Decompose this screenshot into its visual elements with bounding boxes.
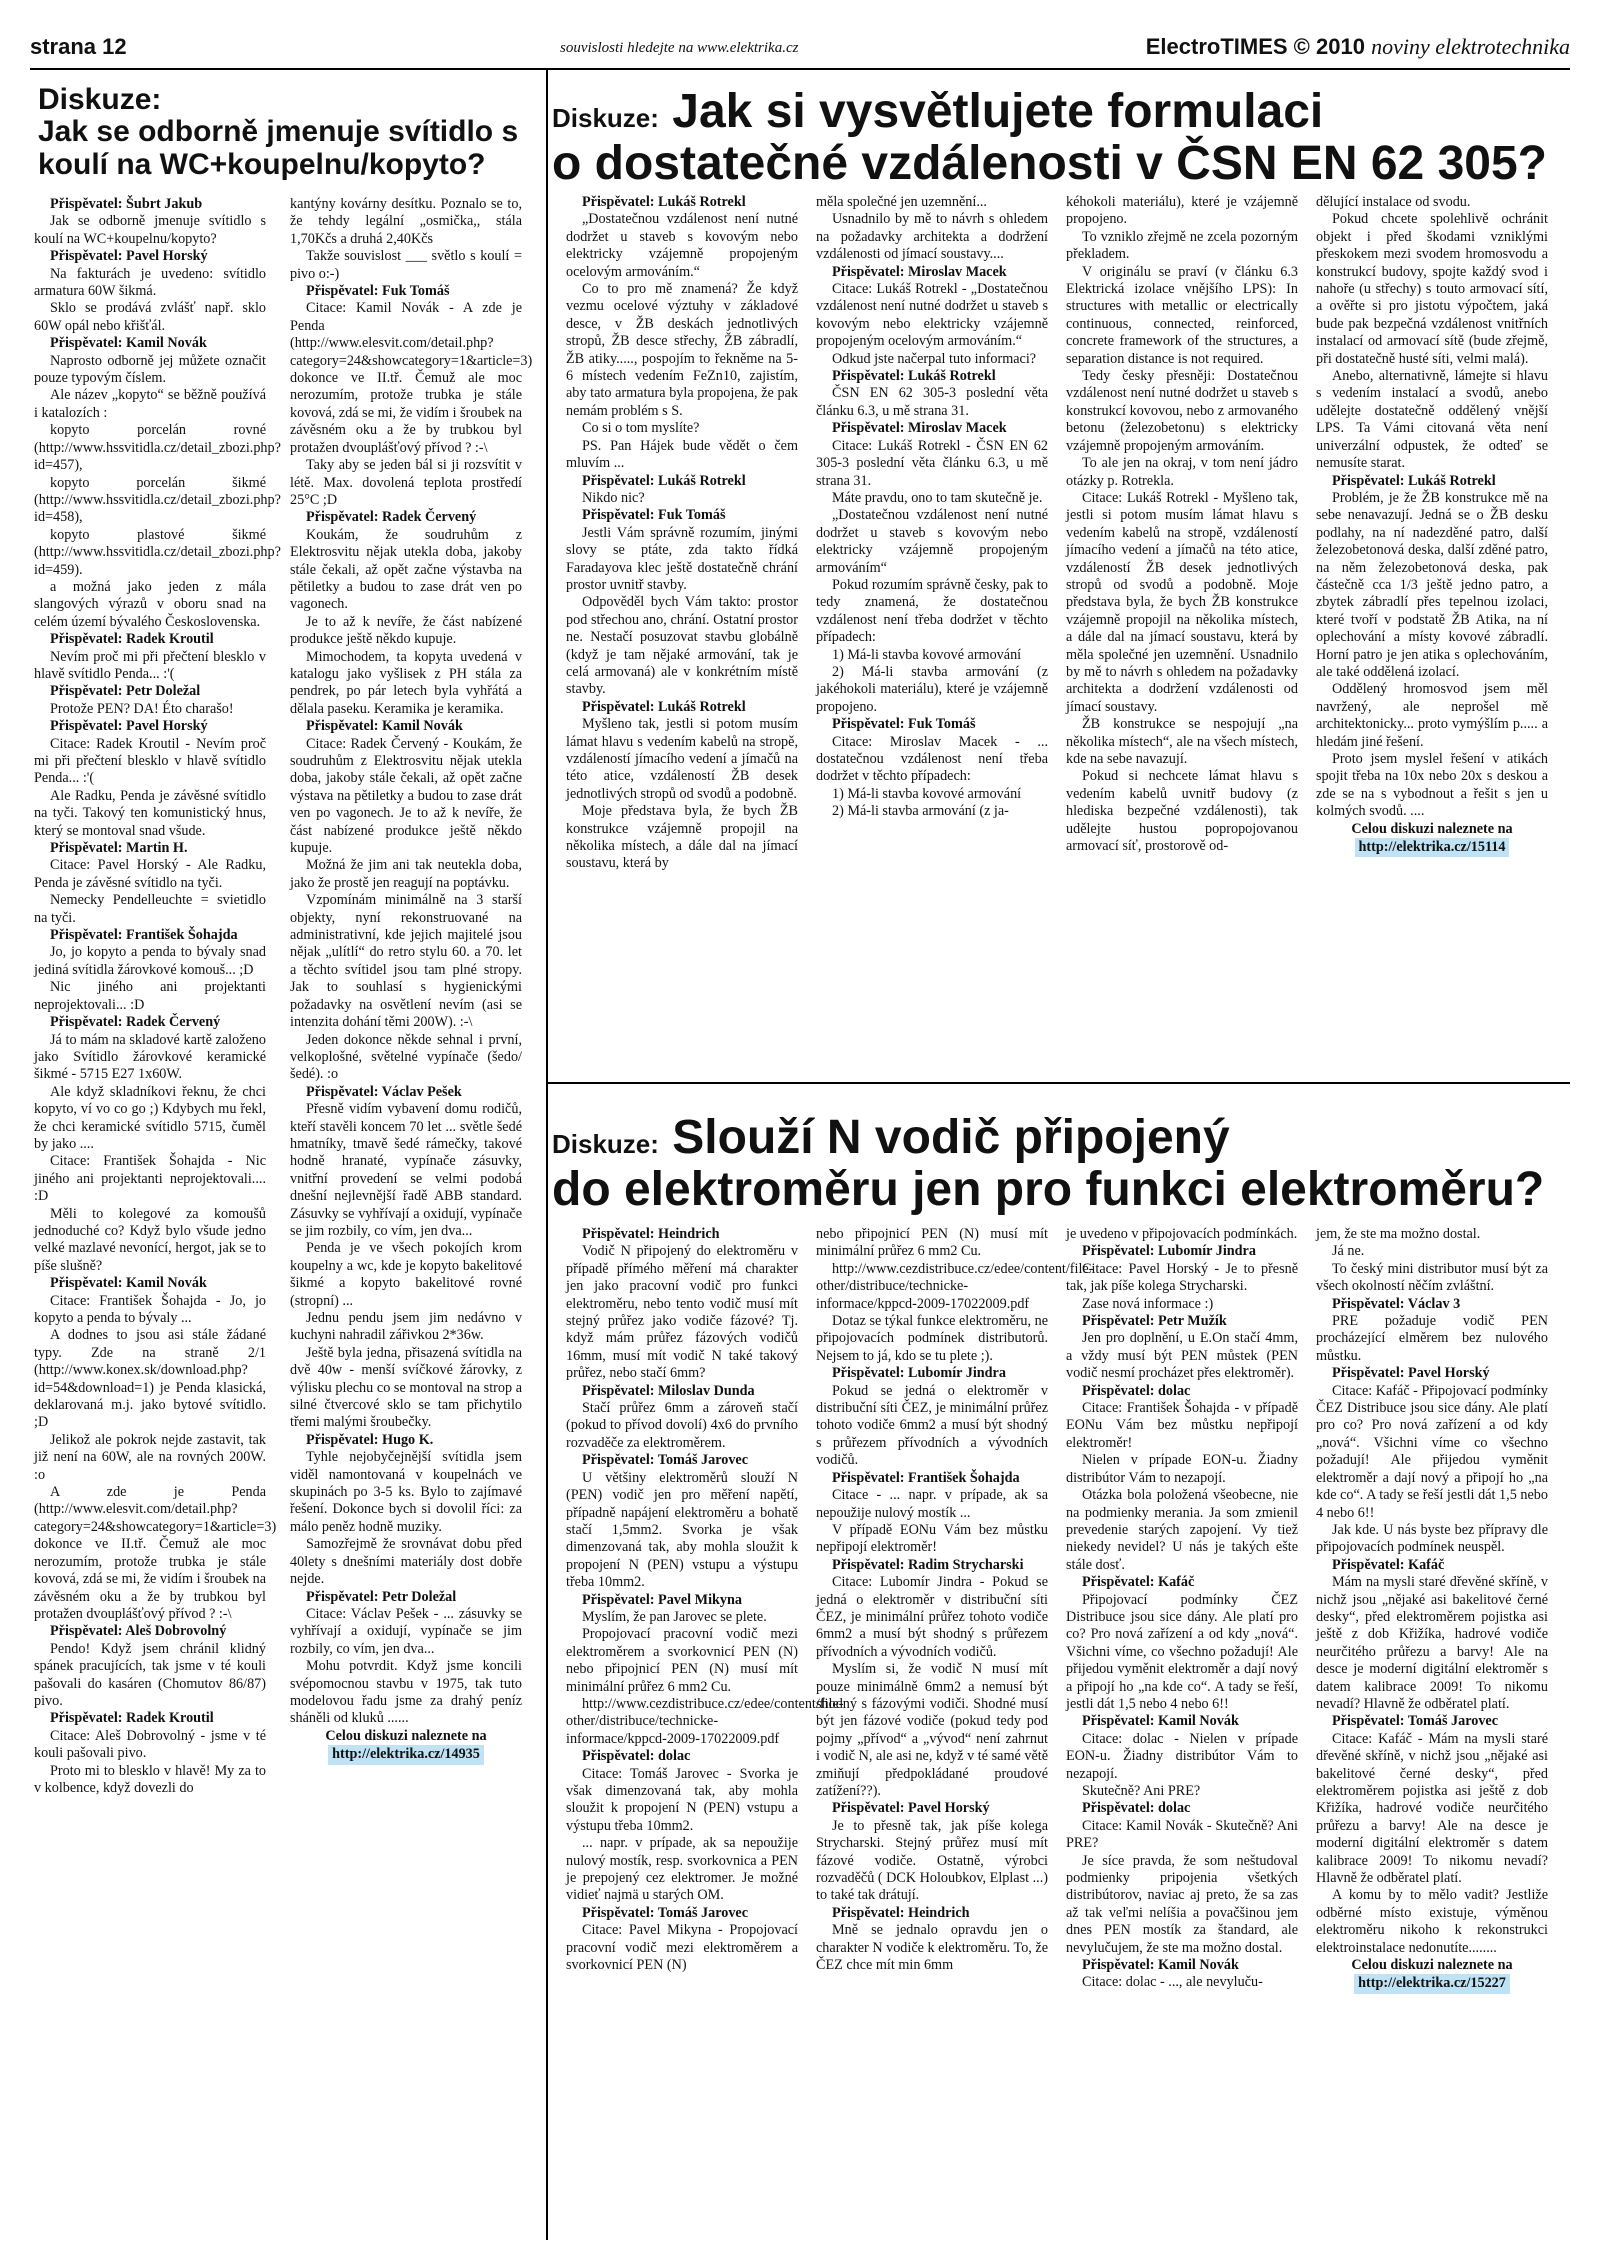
paragraph: Anebo, alternativně, lámejte si hlavu s vedením instalací a svodů, anebo udělejte dostatečně oddělený vnější LPS. Ta Vámi citovaná věta není univerzální odpustek, že odteď se nemusíte starat. (1316, 368, 1548, 472)
paragraph: Ještě byla jedna, přisazená svítidla na dvě 40w - menší svíčkové žárovky, z výlisku plechu co se montoval na strop a silné čtvercové sklo se tam přichytilo třemi malými šroubečky. (290, 1344, 522, 1431)
contributor-line: Přispěvatel: Pavel Horský (50, 718, 208, 735)
paragraph: Citace: Kamil Novák - Skutečně? Ani PRE? (1066, 1817, 1298, 1852)
paragraph: 2) Má-li stavba armování (z jakéhokoli materiálu), které je vzájemně propojeno. (816, 663, 1048, 715)
paragraph: Citace: Václav Pešek - ... zásuvky se vyhřívají a oxidují, vypínače se jim rozbily, co vím, jen dva... (290, 1605, 522, 1657)
discussion-note: Celou diskuzi naleznete na (1351, 820, 1513, 837)
paragraph: PS. Pan Hájek bude vědět o čem mluvím ... (566, 437, 798, 472)
article-2-headline-1: Jak si vysvětlujete formulaci (672, 85, 1324, 138)
paragraph: Mně se jednalo opravdu jen o charakter N vodiče k elektroměru. To, že ČEZ chce mít min 6mm (816, 1922, 1048, 1974)
article-3-label: Diskuze: (552, 1129, 659, 1159)
paragraph: Jen pro doplnění, u E.On stačí 4mm, a vždy musí být PEN můstek (PEN vodič nesmí procházet přes elektroměr). (1066, 1330, 1298, 1382)
contributor-line: Přispěvatel: Fuk Tomáš (832, 716, 976, 733)
contributor-line: Přispěvatel: Václav Pešek (306, 1083, 462, 1100)
contributor-line: Přispěvatel: Lukáš Rotrekl (582, 698, 746, 715)
contributor-line: Přispěvatel: Lukáš Rotrekl (582, 194, 746, 210)
paragraph: Citace: Pavel Horský - Je to přesně tak, jak píše kolega Strycharski. (1066, 1260, 1298, 1295)
article-3-col-1 (566, 1226, 844, 1974)
paragraph: Citace: František Šohajda - Jo, jo kopyto a penda to bývaly ... (34, 1292, 266, 1326)
paragraph: Skutečně? Ani PRE? (1082, 1783, 1201, 1799)
paragraph: Jak kde. U nás byste bez přípravy dle připojovacích podmínek neuspěl. (1316, 1521, 1548, 1556)
contributor-line: Přispěvatel: Petr Mužík (1082, 1313, 1227, 1330)
masthead (1146, 34, 1570, 60)
paragraph: Citace: Radek Kroutil - Nevím proč mi při přečtení blesklo v hlavě svítidlo Penda... :'( (34, 735, 266, 787)
paragraph: PRE požaduje vodič PEN procházející elměrem bez nulového můstku. (1316, 1313, 1548, 1364)
article-1-headline: Jak se odborně jmenuje svítidlo s koulí na WC+koupelnu/kopyto? (38, 115, 519, 181)
paragraph: Jestli Vám správně rozumím, jinými slovy se ptáte, zda takto řídká Faradayova klec ještě dostatečně chrání prostor uvnitř stavby. (566, 524, 798, 593)
paragraph: Ale název „kopyto“ se běžně používá i katalozích : (34, 387, 266, 421)
contributor-line: Přispěvatel: Radek Červený (50, 1014, 221, 1031)
paragraph: To vzniklo zřejmě ne zcela pozorným překladem. (1066, 228, 1298, 263)
paragraph: kopyto plastové šikmé (http://www.hssvitidla.cz/detail_zbozi.php?id=459). (34, 526, 281, 578)
paragraph: Odpověděl bych Vám takto: prostor pod střechou ano, chrání. Ostatní prostor ne. Nestačí posuzovat stavbu globálně (když je tam nějaké armování, tak je celá armovaná) ale v konkrétním místě stavby. (566, 594, 798, 698)
paragraph: Citace - ... napr. v prípade, ak sa nepoužije nulový mostík ... (816, 1487, 1048, 1521)
article-3-headline-2: do elektroměru jen pro funkci elektroměru? (552, 1162, 1545, 1216)
paragraph: Moje představa byla, že bych ŽB konstrukce vzájemně propojil na několika místech, a dále dal na jímací soustavu, která by (566, 803, 798, 872)
contributor-line: Přispěvatel: Radek Kroutil (50, 1710, 214, 1727)
article-2-title (552, 86, 1582, 190)
paragraph: Já to mám na skladové kartě založeno jako Svítidlo žárovkové keramické šikmé - 5715 E27 1x60W. (34, 1031, 266, 1083)
contributor-line: Přispěvatel: dolac (1082, 1800, 1191, 1817)
discussion-link-line (290, 1745, 522, 1764)
paragraph: Vzpomínám minimálně na 3 starší objekty, nyní rekonstruované na administrativní, kde jejich majitelé jsou nějak „ulítlí“ do retro stylu 60. a 70. let a těchto svítidel jsou tam plné stropy. Jak to souhlasí s hygienickými požadavky na osvětlení nevím (asi se intenzita dohání těmi 200W). :-\ (290, 892, 522, 1031)
contributor-line: Přispěvatel: Lubomír Jindra (832, 1365, 1006, 1382)
contributor-line: Přispěvatel: Lukáš Rotrekl (832, 368, 996, 385)
paragraph: Naprosto odborně jej můžete označit pouze typovým číslem. (34, 352, 266, 387)
paragraph: Co to pro mě znamená? Že když vezmu ocelové výztuhy v základové desce, v ŽB deskách jednotlivých stropů, ŽB desce střechy, ŽB zábradlí, ŽB atiky....., pospojím to řekněme na 5-6 místech vedením FeZn10, zajistím, aby tato armatura byla propojena, že pak nemám problém s S. (566, 281, 798, 419)
paragraph: ... napr. v prípade, ak sa nepoužije nulový mostík, resp. svorkovnica a PEN je prepojený cez elektromer. Je možné vidieť najmä u starých OM. (566, 1835, 798, 1904)
contributor-line: Přispěvatel: Kamil Novák (50, 1275, 207, 1292)
article-3-headline-1: Slouží N vodič připojený (672, 1111, 1230, 1164)
paragraph: Jak se odborně jmenuje svítidlo s koulí na WC+koupelnu/kopyto? (34, 213, 266, 247)
paragraph: Jednu pendu jsem jim nedávno v kuchyni nahradil zářivkou 2*36w. (290, 1310, 522, 1344)
paragraph: Přesně vidím vybavení domu rodičů, kteří stavěli koncem 70 let ... světle šedé hmatníky, tmavě šedé rámečky, takové hodně hranaté, vypínače zásuvky, vnitřní provedení se velmi podobá dnešní nejlevnější řadě ABB standard. Zásuvky se vyhřívají a oxidují, vypínače se jim rozbily, co vím, jen dva... (290, 1101, 522, 1239)
paragraph: Propojovací pracovní vodič mezi elektroměrem a svorkovnicí PEN (N) nebo připojnicí PEN (N) musí mít minimální průřez 6 mm2 Cu. (566, 1626, 798, 1695)
paragraph: kéhokoli materiálu), které je vzájemně propojeno. (1066, 194, 1298, 228)
paragraph: Myšleno tak, jestli si potom musím lámat hlavu s vedením kabelů na stropě, vzdáleností jímacího vedení a jímačů na této atice, vzdáleností ŽB desek jednotlivých stropů od svodů a podobně. (566, 716, 798, 802)
paragraph: kantýny kovárny desítku. Poznalo se to, že tehdy legální „osmička,, stála 1,70Kčs a druhá 2,40Kčs (290, 196, 522, 247)
paragraph: Pokud se jedná o elektroměr v distribuční síti ČEZ, je minimální průřez tohoto vodiče 6mm2 a musí být shodný s průřezem přívodních a vývodních vodičů. (816, 1382, 1048, 1469)
paragraph: Máte pravdu, ono to tam skutečně je. (832, 489, 1043, 506)
contributor-line: Přispěvatel: Radek Červený (306, 509, 477, 526)
paragraph: Nic jiného ani projektanti neprojektovali... :D (34, 979, 266, 1013)
paragraph: Připojovací podmínky ČEZ Distribuce jsou sice dány. Ale platí pro co? Pro nová zařízení a od kdy „nová“. Všichni víme, co všechno požadují! Ale přijedou vyměnit elektroměr a dají nový a připojí ho „na kde co“. A tady se řeší, jestli dát 1,5 nebo 4 nebo 6!! (1066, 1591, 1298, 1712)
discussion-link[interactable]: http://elektrika.cz/15114 (1355, 838, 1510, 857)
paragraph: Citace: dolac - Nielen v prípade EON-u. Žiadny distribútor Vám to nezapojí. (1066, 1730, 1298, 1782)
paragraph: V případě EONu Vám bez můstku nepřipojí elektroměr! (816, 1521, 1048, 1556)
paragraph: Mohu potvrdit. Když jsme koncili svépomocnou stavbu v 1975, tak tuto modelovou řadu jsme za drahý peníz sháněli od kluků ...... (290, 1658, 522, 1727)
contributor-line: Přispěvatel: Kamil Novák (50, 335, 207, 352)
paragraph: To ale jen na okraj, v tom není jádro otázky p. Rotrekla. (1066, 455, 1298, 489)
paragraph: Citace: Lukáš Rotrekl - Myšleno tak, jestli si potom musím lámat hlavu s vedením kabelů na stropě, vzdáleností jímacího vedení a jímačů na této atice, vzdáleností ŽB desek jednotlivých stropů od svodů a podobně. Moje představa byla, že bych ŽB konstrukce vzájemně propojil na několika místech, a dále dal na jímací soustavu, která by měla společné jen uzemnění. Usnadnilo by mě to návrh s ohledem na požadavky architekta a dodržení vzdálenosti od jímací soustavy. (1066, 489, 1298, 715)
paragraph: kopyto porcelán rovné (http://www.hssvitidla.cz/detail_zbozi.php?id=457), (34, 422, 281, 474)
paragraph: Tyhle nejobyčejnější svítidla jsem viděl namontovaná v koupelnách ve skupinách po 3-5 ks. Bylo to zajímavé řešení. Dokonce bych si dovolil říci: za málo peněz hodně muziky. (290, 1449, 522, 1535)
paragraph: Citace: Pavel Horský - Ale Radku, Penda je závěsné svítidlo na tyči. (34, 857, 266, 891)
paragraph: Penda je ve všech pokojích krom koupelny a wc, kde je kopyto bakelitové šikmé a kopyto bakelitové rovné (stropní) ... (290, 1240, 522, 1309)
paragraph: Citace: Tomáš Jarovec - Svorka je však dimenzovaná tak, aby mohla sloužit k propojení N (PEN) vstupu a výstupu třeba 10mm2. (566, 1765, 798, 1834)
article-3-col-3 (1066, 1226, 1298, 1992)
paragraph: Možná že jim ani tak neutekla doba, jako že prostě jen reagují na poptávku. (290, 857, 522, 891)
contributor-line: Přispěvatel: Pavel Horský (50, 248, 208, 265)
article-1-title (38, 84, 538, 181)
paragraph: 1) Má-li stavba kovové armování (832, 785, 1022, 802)
contributor-line: Přispěvatel: Kafáč (1332, 1556, 1445, 1573)
contributor-line: Přispěvatel: dolac (1082, 1382, 1191, 1399)
paragraph: Myslím si, že vodič N musí mít pouze minimálně 6mm2 a nemusí být shodný s fázovými vodiči. Shodné musí být jen fázové vodiče (pokud tedy pod pojmy „přívod“ a „vývod“ není zahrnut i vodič N, ale asi ne, když v té samé větě zmiňují předpokládané proudové zatížení??). (816, 1661, 1048, 1799)
paragraph: Citace: Pavel Mikyna - Propojovací pracovní vodič mezi elektroměrem a svorkovnicí PEN (N) (566, 1922, 798, 1974)
contributor-line: Přispěvatel: Miroslav Macek (832, 263, 1007, 280)
paragraph: Pokud si nechcete lámat hlavu s vedením kabelů uvnitř budovy (z hlediska bezpečné vzdálenosti), tak udělejte hustou popropojovanou armovací síť, prostorově od- (1066, 768, 1298, 855)
paragraph: Myslím, že pan Jarovec se plete. (582, 1608, 767, 1625)
contributor-line: Přispěvatel: Hugo K. (306, 1431, 434, 1448)
paragraph: U většiny elektroměrů slouží N (PEN) vodič jen pro měření napětí, případně napájení elektroměru a bohatě stačí 1,5mm2. Svorka je však dimenzovaná tak, aby mohla sloužit k propojení N (PEN) vstupu a výstupu třeba 10mm2. (566, 1469, 798, 1591)
paragraph: měla společné jen uzemnění... (816, 194, 987, 210)
paragraph: A dodnes to jsou asi stále žádané typy. Zde na straně 2/1 (http://www.konex.sk/download.php?id=54&download=1) je Penda klasická, deklarovaná m.j. jako bytové svítidlo. ;D (34, 1327, 266, 1431)
article-2-col-4 (1316, 194, 1548, 857)
paragraph: Citace: Radek Červený - Koukám, že soudruhům z Elektrosvitu nějak utekla doba, jakoby stále čekali, až opět začne výstava na pětiletky a budou to zase drát ven po vagonech. Je to až k nevíře, že část nabízené produkce ještě někdo kupuje. (290, 735, 522, 857)
paragraph: Jo, jo kopyto a penda to bývaly snad jediná svítidla žárovkové komouš... ;D (34, 944, 266, 978)
paragraph: Citace: Kafáč - Připojovací podmínky ČEZ Distribuce jsou sice dány. Ale platí pro co? Pro nová zařízení a od kdy „nová“. Všichni víme co všechno požadují! Ale přijedou vyměnit elektroměr a dají nový a připojí ho „na kde co“. A tady se řeší jestli dát 1,5 nebo 4 nebo 6!! (1316, 1382, 1548, 1521)
contributor-line: Přispěvatel: Lubomír Jindra (1082, 1243, 1256, 1260)
contributor-line: Přispěvatel: dolac (582, 1748, 691, 1765)
contributor-line: Přispěvatel: Petr Doležal (50, 683, 201, 700)
paragraph: „Dostatečnou vzdálenost není nutné dodržet u staveb s kovovým nebo elektricky vzájemně propojeným ocelovým armováním.“ (566, 211, 798, 280)
paragraph: je uvedeno v připojovacích podmínkách. (1066, 1226, 1298, 1242)
paragraph: To český mini distributor musí být za všech okolností něčím zvláštní. (1316, 1260, 1548, 1295)
paragraph: Na fakturách je uvedeno: svítidlo armatura 60W šikmá. (34, 265, 266, 300)
discussion-note: Celou diskuzi naleznete na (325, 1727, 487, 1744)
paragraph: Sklo se prodává zvlášť např. sklo 60W opál nebo křišťál. (34, 300, 266, 334)
paragraph: Pokud rozumím správně česky, pak to tedy znamená, že dostatečnou vzdálenost není třeba dodržet v těchto případech: (816, 576, 1048, 646)
paragraph: http://www.cezdistribuce.cz/edee/content/file-other/distribuce/technicke-informace/kppcd-2009-17022009.pdf (566, 1695, 844, 1747)
paragraph: Koukám, že soudruhům z Elektrosvitu nějak utekla doba, jakoby stále čekali, až opět začne výstavba na pětiletky a budou to zase drát ven po vagonech. (290, 526, 522, 613)
paragraph: Taky aby se jeden bál si ji rozsvítit v létě. Max. dovolená teplota prostředí 25°C ;D (290, 457, 522, 508)
paragraph: Stačí průřez 6mm a zároveň stačí (pokud to přívod dovolí) 4x6 do prvního rozvaděče za elektroměrem. (566, 1400, 798, 1451)
paragraph: „Dostatečnou vzdálenost není nutné dodržet u staveb s kovovým nebo elektricky vzájemně propojeným armováním“ (816, 507, 1048, 576)
paragraph: Mám na mysli staré dřevěné skříně, v nichž jsou „nějaké asi bakelitové černé desky“, před elektroměrem pojistka asi ještě z dob Křižíka, hadrové vodiče neurčitého průřezu a barvy! Ale na desce je moderní digitální elektroměr s datem kalibrace 2009! To nikomu nevadí? Hlavně že odběratel platí. (1316, 1574, 1548, 1712)
paragraph: Nielen v prípade EON-u. Žiadny distribútor Vám to nezapojí. (1066, 1452, 1298, 1486)
paragraph: Ale Radku, Penda je závěsné svítidlo na tyči. Takový ten komunistický hnus, který se montoval snad všude. (34, 787, 266, 839)
paragraph: Já ne. (1332, 1243, 1365, 1260)
paragraph: Mimochodem, ta kopyta uvedená v katalogu jako vyšlisek z PH stála za pendrek, po pár letech byla vyhřátá a dělala paseku. Keramika je keramika. (290, 648, 522, 717)
paragraph: Oddělený hromosvod jsem měl navržený, ale neprošel mě architektonicky... proto vymýšlím p..... a hledám jiné řešení. (1316, 681, 1548, 750)
article-2-col-1 (566, 194, 798, 873)
paragraph: Zase nová informace :) (1082, 1295, 1214, 1312)
paragraph: Citace: Aleš Dobrovolný - jsme v té kouli pašovali pivo. (34, 1727, 266, 1762)
paragraph: A zde je Penda (http://www.elesvit.com/detail.php?category=24&showcategory=1&article=3) dokonce ve II.tř. Čemuž ale moc nerozumím, protože trubka je stále kovová, zdá se mi, že vidím i šroubek na závěsném oku a že by trubkou byl protažen dvouplášťový přívod ? :-\ (34, 1484, 277, 1622)
article-3-col-4 (1316, 1226, 1548, 1994)
discussion-link[interactable]: http://elektrika.cz/15227 (1354, 1974, 1510, 1993)
page-header (30, 32, 1570, 70)
paragraph: Proto mi to blesklo v hlavě! My za to v kolbence, když dovezli do (34, 1762, 266, 1796)
contributor-line: Přispěvatel: Tomáš Jarovec (582, 1904, 749, 1921)
discussion-note: Celou diskuzi naleznete na (1351, 1957, 1513, 1974)
paragraph: A komu by to mělo vadit? Jestliže odběrné místo existuje, výměnou elektroměru nikoho k rekonstrukci elektroinstalace nedonutíte........ (1316, 1887, 1548, 1956)
contributor-line: Přispěvatel: Fuk Tomáš (582, 507, 726, 524)
contributor-line: Přispěvatel: Heindrich (832, 1904, 970, 1921)
paragraph: 1) Má-li stavba kovové armování (832, 646, 1022, 663)
paragraph: Ale když skladníkovi řeknu, že chci kopyto, ví vo co go ;) Kdybych mu řekl, že chci keramické svítidlo 5715, čuměl by jako .... (34, 1083, 266, 1152)
paragraph: Protože PEN? DA! Éto charašo! (50, 700, 234, 717)
brand: ElectroTIMES © 2010 (1145, 34, 1365, 59)
contributor-line: Přispěvatel: Václav 3 (1332, 1295, 1461, 1312)
page-number: strana 12 (30, 34, 127, 59)
article-2-headline-2: o dostatečné vzdálenosti v ČSN EN 62 305? (552, 136, 1547, 190)
paragraph: Jeden dokonce někde sehnal i první, velkoplošné, světelné vypínače (šedo/šedé). :o (290, 1031, 522, 1083)
paragraph: Citace: Kafáč - Mám na mysli staré dřevěné skříně, v nichž jsou „nějaké asi bakelitové černé desky“, před elektroměrem pojistka asi ještě z dob Křižíka, hadrové vodiče neurčitého průřezu a barvy! Ale na desce je moderní digitální elektroměr s datem kalibrace 2009! To nikomu nevadí? Hlavně že odběratel platí. (1316, 1730, 1548, 1887)
article-3-title (552, 1112, 1582, 1216)
paragraph: Co si o tom myslíte? (582, 420, 700, 437)
paragraph: ČSN EN 62 305-3 poslední věta článku 6.3, u mě strana 31. (816, 385, 1048, 419)
article-1-col-2 (290, 196, 533, 1765)
contributor-line: Přispěvatel: Fuk Tomáš (306, 283, 450, 300)
article-3-col-2 (816, 1226, 1094, 1974)
paragraph: 2) Má-li stavba armování (z ja- (832, 803, 1009, 820)
paragraph: Odkud jste načerpal tuto informaci? (832, 350, 1037, 367)
header-note: souvislosti hledejte na www.elektrika.cz (560, 40, 799, 56)
paragraph: Tedy česky přesněji: Dostatečnou vzdálenost není nutné dodržet u staveb s konstrukcí kovovou, nebo z armovaného betonu (železobetonu) s elektricky vzájemně propojeným armováním. (1066, 368, 1298, 454)
paragraph: Problém, je že ŽB konstrukce mě na sebe nenavazují. Jedná se o ŽB desku podlahy, na ní nadezděné patro, další železobetonová deska, další zděné patro, na něm železobetonová deska, pak částečně cca 1/3 ještě jedno patro, a zbytek zábradlí přes tepelnou izolaci, které tvoří v podstatě ŽB Atika, na ní oplechování a místy kovové zábradlí. Horní patro je jen atika s oplechováním, ale také oddělená izolací. (1316, 489, 1548, 680)
paragraph: Je síce pravda, že som neštudoval podmienky pripojenia všetkých distribútorov, naviac aj preto, že sa zas až tak veľmi nelíšia a povačšinou jem dnes PEN mostík za štandard, ale nevylučujem, že ste ma možno dostal. (1066, 1852, 1298, 1956)
paragraph: Citace: František Šohajda - Nic jiného ani projektanti neprojektovali.... :D (34, 1153, 266, 1205)
paragraph: Citace: Lukáš Rotrekl - „Dostatečnou vzdálenost není nutné dodržet u staveb s kovovým nebo elektricky vzájemně propojeným ocelovým armováním.“ (816, 281, 1048, 350)
article-1-label: Diskuze: (38, 83, 162, 116)
contributor-line: Přispěvatel: Petr Doležal (306, 1588, 457, 1605)
paragraph: jem, že ste ma možno dostal. (1316, 1226, 1481, 1242)
paragraph: V originálu se praví (v článku 6.3 Elektrická izolace vnějšího LPS): In structures with metallic or electrically continuous, connected, reinforced, concrete framework of the structures, a separation distance is not required. (1066, 263, 1298, 367)
contributor-line: Přispěvatel: František Šohajda (50, 927, 238, 944)
discussion-link-line (1316, 1974, 1548, 1993)
paragraph: kopyto porcelán šikmé (http://www.hssvitidla.cz/detail_zbozi.php?id=458), (34, 474, 281, 526)
contributor-line: Přispěvatel: Pavel Horský (832, 1800, 990, 1817)
section-divider (548, 1082, 1570, 1084)
paragraph: Otázka bola položená všeobecne, nie na podmienky merania. Ja som zmienil prevedenie starých zapojení. Vy tiež niekedy nevidel? U nás je takých ešte stále dosť. (1066, 1487, 1298, 1573)
paragraph: Citace: Lukáš Rotrekl - ČSN EN 62 305-3 poslední věta článku 6.3, u mě strana 31. (816, 437, 1048, 489)
contributor-line: Přispěvatel: Pavel Mikyna (582, 1591, 742, 1608)
paragraph: Měli to kolegové za komoušů jednoduché co? Když bylo všude jedno velké mazlavé nevonící, hergot, jak se to píše slušně? (34, 1205, 266, 1274)
contributor-line: Přispěvatel: Kamil Novák (1082, 1957, 1239, 1974)
paragraph: Pendo! Když jsem chránil klidný spánek pracujících, tak jsme v té kouli pašovali do kasáren (Chomutov 86/87) pivo. (34, 1640, 266, 1709)
paragraph: Proto jsem myslel řešení v atikách spojit třeba na 10x nebo 20x s deskou a zde se na s vybodnout a řešit s jen u kolmých svodů. .... (1316, 751, 1548, 820)
contributor-line: Přispěvatel: František Šohajda (832, 1469, 1020, 1486)
paragraph: dělující instalace od svodu. (1316, 194, 1471, 210)
paragraph: Nikdo nic? (582, 489, 645, 506)
article-2-col-3 (1066, 194, 1298, 855)
paragraph: Vodič N připojený do elektroměru v případě přímého měření má charakter jen jako pracovní vodič pro funkci elektroměru, nebo tento vodič musí mít stejný průřez jako vodiče fázové? Tj. když mám průřez fázových vodičů 16mm, musí mít vodič N také takový průřez, nebo stačí 6mm? (566, 1243, 798, 1382)
contributor-line: Přispěvatel: Tomáš Jarovec (1332, 1713, 1499, 1730)
paragraph: Je to až k nevíře, že část nabízené produkce ještě někdo kupuje. (290, 613, 522, 648)
article-1-col-1 (34, 196, 281, 1797)
paragraph: Citace: Lubomír Jindra - Pokud se jedná o elektroměr v distribuční síti ČEZ, je minimální průřez tohoto vodiče 6mm2 a musí být shodný s průřezem přívodních a vývodních vodičů. (816, 1574, 1048, 1660)
contributor-line: Přispěvatel: Heindrich (582, 1226, 720, 1242)
contributor-line: Přispěvatel: Kafáč (1082, 1574, 1195, 1591)
paragraph: a možná jako jeden z mála slangových výrazů v oboru snad na celém území bývalého Československa. (34, 578, 266, 630)
contributor-line: Přispěvatel: Kamil Novák (306, 718, 463, 735)
paragraph: Samozřejmě že srovnávat dobu před 40lety s dnešními materiály dost dobře nejde. (290, 1536, 522, 1588)
paragraph: nebo připojnicí PEN (N) musí mít minimální průřez 6 mm2 Cu. (816, 1226, 1048, 1260)
contributor-line: Přispěvatel: Lukáš Rotrekl (1332, 472, 1496, 489)
contributor-line: Přispěvatel: Šubrt Jakub (50, 196, 203, 212)
paragraph: Nevím proč mi při přečtení blesklo v hlavě svítidlo Penda... :'( (34, 648, 266, 682)
discussion-link-line (1316, 838, 1548, 857)
discussion-link[interactable]: http://elektrika.cz/14935 (328, 1745, 484, 1764)
contributor-line: Přispěvatel: Aleš Dobrovolný (50, 1623, 227, 1640)
paragraph: Citace: dolac - ..., ale nevyluču- (1082, 1974, 1263, 1991)
paragraph: Takže souvislost ___ světlo s koulí = pivo o:-) (290, 248, 522, 282)
paragraph: http://www.cezdistribuce.cz/edee/content/file-other/distribuce/technicke-informace/kppcd-2009-17022009.pdf (816, 1260, 1094, 1312)
contributor-line: Přispěvatel: Radim Strycharski (832, 1556, 1024, 1573)
paragraph: ŽB konstrukce se nespojují „na několika místech“, ale na všech místech, kde na sebe navazují. (1066, 716, 1298, 767)
paragraph: Usnadnilo by mě to návrh s ohledem na požadavky architekta a dodržení vzdálenosti od jímací soustavy.... (816, 211, 1048, 263)
article-2-label: Diskuze: (552, 103, 659, 133)
tagline: noviny elektrotechnika (1371, 34, 1570, 59)
contributor-line: Přispěvatel: Martin H. (50, 840, 188, 857)
paragraph: Citace: Kamil Novák - A zde je Penda (http://www.elesvit.com/detail.php?category=24&showcategory=1&article=3) dokonce ve II.tř. Čemuž ale moc nerozumím, protože trubka je stále kovová, zdá se mi, že vidím i šroubek na závěsném oku a že by trubkou byl protažen dvouplášťový přívod ? :-\ (290, 300, 533, 456)
paragraph: Pokud chcete spolehlivě ochránit objekt i před škodami vzniklými přeskokem mezi svodem hromosvodu a konstrukcí budovy, spojte každý svod i nahoře (u střechy) s touto armovací sítí, a ověřte si pro jistotu výpočtem, jaká bude pak bezpečná vzdálenost vnitřních instalací od armovací sítě (bude zřejmě, při dostatečně husté síti, velmi malá). (1316, 211, 1548, 367)
paragraph: Citace: František Šohajda - v případě EONu Vám bez můstku nepřipojí elektroměr! (1066, 1400, 1298, 1451)
article-2-col-2 (816, 194, 1048, 821)
contributor-line: Přispěvatel: Radek Kroutil (50, 631, 214, 648)
contributor-line: Přispěvatel: Tomáš Jarovec (582, 1452, 749, 1469)
column-divider-main (546, 70, 548, 2240)
contributor-line: Přispěvatel: Lukáš Rotrekl (582, 472, 746, 489)
paragraph: Nemecky Pendelleuchte = svietidlo na tyči. (34, 892, 266, 926)
paragraph: Dotaz se týkal funkce elektroměru, ne připojovacích podmínek distributorů. Nejsem to já, kdo se tu plete ;). (816, 1313, 1048, 1364)
paragraph: Citace: Miroslav Macek - ... dostatečnou vzdálenost není třeba dodržet v těchto případech: (816, 733, 1048, 785)
contributor-line: Přispěvatel: Kamil Novák (1082, 1713, 1239, 1730)
contributor-line: Přispěvatel: Miloslav Dunda (582, 1382, 755, 1399)
paragraph: Je to přesně tak, jak píše kolega Strycharski. Stejný průřez musí mít fázové vodiče. Ostatně, výrobci rozvaděčů ( DCK Holoubkov, Elplast ...) to také tak drátují. (816, 1817, 1048, 1904)
contributor-line: Přispěvatel: Miroslav Macek (832, 420, 1007, 437)
contributor-line: Přispěvatel: Pavel Horský (1332, 1365, 1490, 1382)
paragraph: Jelikož ale pokrok nejde zastavit, tak již není na 60W, ale na rovných 200W. :o (34, 1431, 266, 1483)
